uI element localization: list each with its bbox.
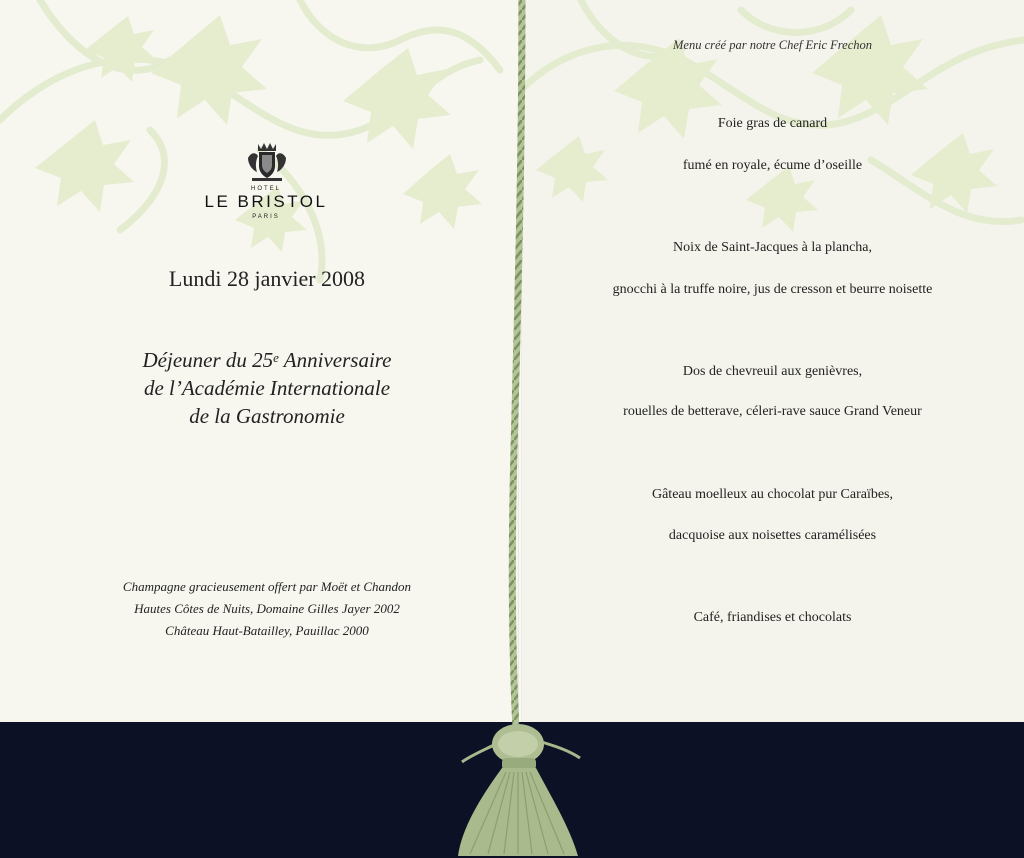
wine-item: Château Haut-Batailley, Pauillac 2000	[165, 623, 369, 638]
event-title	[90, 346, 444, 430]
event-title-line-2: de l’Académie Internationale	[143, 376, 391, 400]
wine-list	[90, 576, 444, 642]
logo-hotel-name: LE BRISTOL	[204, 192, 328, 211]
chef-credit: Menu créé par notre Chef Eric Frechon	[672, 38, 873, 52]
logo-city-label: PARIS	[252, 214, 280, 220]
course-2-line-2: gnocchi à la truffe noire, jus de cresson et beurre noisette	[612, 282, 933, 297]
course-4-line-1: Gâteau moelleux au chocolat pur Caraïbes,	[651, 487, 893, 502]
event-title-line-1-post: Anniversaire	[278, 348, 392, 372]
course-2-line-1: Noix de Saint-Jacques à la plancha,	[672, 240, 873, 255]
course-5-line-1: Café, friandises et chocolats	[693, 610, 852, 625]
wine-item: Hautes Côtes de Nuits, Domaine Gilles Jayer 2002	[134, 601, 400, 616]
tassel-icon	[440, 718, 600, 858]
logo-hotel-label: HOTEL	[250, 186, 281, 192]
course-1-line-2: fumé en royale, écume d’oseille	[682, 158, 863, 173]
hotel-crest-icon	[244, 140, 290, 184]
course-4-line-2: dacquoise aux noisettes caramélisées	[668, 528, 877, 543]
event-title-line-1-pre: Déjeuner du 25	[142, 348, 274, 372]
event-title-superscript: e	[273, 350, 279, 365]
event-date: Lundi 28 janvier 2008	[168, 266, 366, 291]
event-title-line-1	[90, 346, 444, 374]
course-3-line-2: rouelles de betterave, céleri-rave sauce Grand Veneur	[623, 404, 922, 419]
silk-cord	[490, 0, 550, 800]
course-3-line-1: Dos de chevreuil aux genièvres,	[682, 364, 863, 379]
course-1-line-1: Foie gras de canard	[717, 116, 828, 131]
event-title-line-3: de la Gastronomie	[189, 404, 345, 428]
wine-item: Champagne gracieusement offert par Moët et Chandon	[122, 579, 412, 594]
